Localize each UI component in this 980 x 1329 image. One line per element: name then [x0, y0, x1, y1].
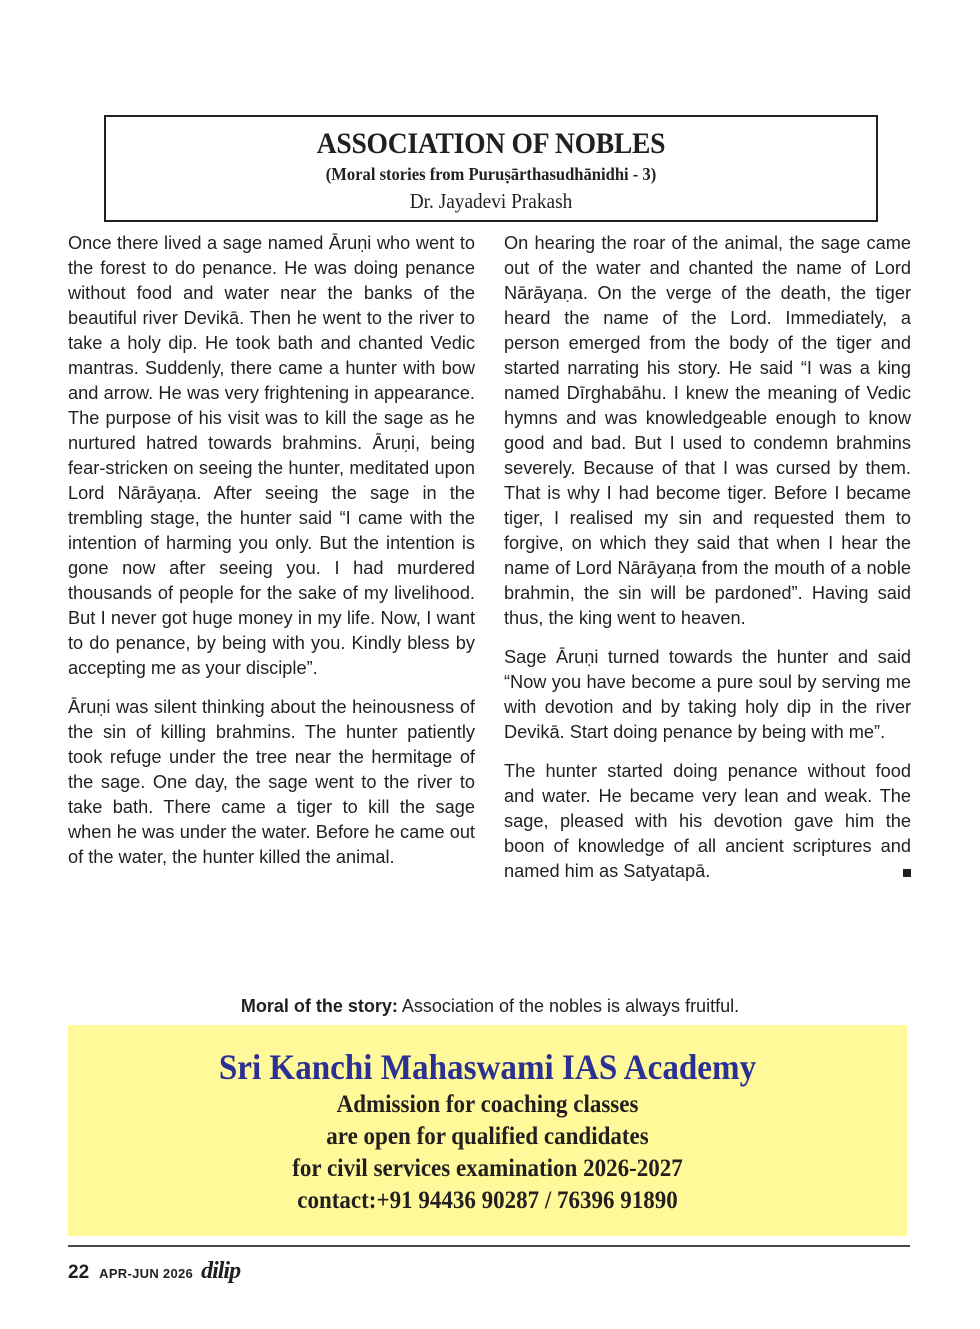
footer-divider [68, 1245, 910, 1247]
end-of-story-square-icon [903, 869, 911, 877]
story-paragraph-last [504, 759, 911, 884]
ad-line: Admission for coaching classes [336, 1091, 639, 1118]
moral-text: Association of the nobles is always fruitful. [397, 996, 740, 1016]
article-author: Dr. Jayadevi Prakash [409, 189, 573, 213]
moral-line [0, 994, 980, 1018]
article-title: ASSOCIATION OF NOBLES [316, 127, 666, 160]
title-box [104, 115, 878, 222]
page-number: 22 [68, 1262, 90, 1283]
story-paragraph: On hearing the roar of the animal, the sage came out of the water and chanted the name of Lord Nārāyaṇa. On the verge of the death, the tiger heard the name of the Lord. Immediately, a person emerged from the body of the tiger and started narrating his story. He said “I was a king named Dīrghabāhu. I knew the meaning of Vedic hymns and was knowledgeable enough to know good and bad. But I used to condemn brahmins severely. Because of that I was cursed by them. That is why I had become tiger. Before I became tiger, I realised my sin and requested them to forgive, on which they said that when I hear the name of Lord Nārāyaṇa from the mouth of a noble brahmin, the sin will be pardoned”. Having said thus, the king went to heaven. [504, 233, 911, 628]
story-left-column [68, 231, 475, 884]
ad-contact: contact:+91 94436 90287 / 76396 91890 [297, 1187, 678, 1214]
moral-label: Moral of the story: [240, 996, 398, 1016]
issue-date: APR-JUN 2026 [99, 1266, 194, 1281]
story-paragraph: Āruṇi was silent thinking about the heinousness of the sin of killing brahmins. The hunter patiently took refuge under the tree near the hermitage of the sage. One day, the sage went to the river to take bath. There came a tiger to kill the sage when he was under the water. Before he came out of the water, the hunter killed the animal. [68, 697, 475, 867]
ad-title: Sri Kanchi Mahaswami IAS Academy [218, 1047, 757, 1087]
ad-line: are open for qualified candidates [326, 1123, 649, 1150]
academy-advertisement [68, 1025, 907, 1236]
brand-logo: dilip [201, 1258, 241, 1284]
ad-line: for civil services examination 2026-2027 [292, 1155, 683, 1182]
story-paragraph-text: The hunter started doing penance without food and water. He became very lean and weak. The sage, pleased with his devotion gave him the boon of knowledge of all ancient scriptures and named him as Satyatapā. [504, 761, 911, 881]
article-subtitle: (Moral stories from Puruṣārthasudhānidhi - 3) [325, 164, 657, 184]
page-footer [68, 1258, 240, 1285]
story-right-column [504, 231, 911, 898]
story-paragraph: Sage Āruṇi turned towards the hunter and said “Now you have become a pure soul by serving me with devotion and by taking holy dip in the river Devikā. Start doing penance by being with me”. [504, 647, 911, 742]
story-paragraph: Once there lived a sage named Āruṇi who went to the forest to do penance. He was doing penance without food and water near the banks of the beautiful river Devikā. Then he went to the river to take a holy dip. He took bath and chanted Vedic mantras. Suddenly, there came a hunter with bow and arrow. He was very frightening in appearance. The purpose of his visit was to kill the sage as he nurtured hatred towards brahmins. Āruṇi, being fear-stricken on seeing the hunter, meditated upon Lord Nārāyaṇa. After seeing the sage in the trembling stage, the hunter said “I came with the intention of harming you only. But the intention is gone now after seeing you. I had murdered thousands of people for the sake of my livelihood. But I never got huge money in my life. Now, I want to do penance, by being with you. Kindly bless by accepting me as your disciple”. [68, 233, 475, 678]
